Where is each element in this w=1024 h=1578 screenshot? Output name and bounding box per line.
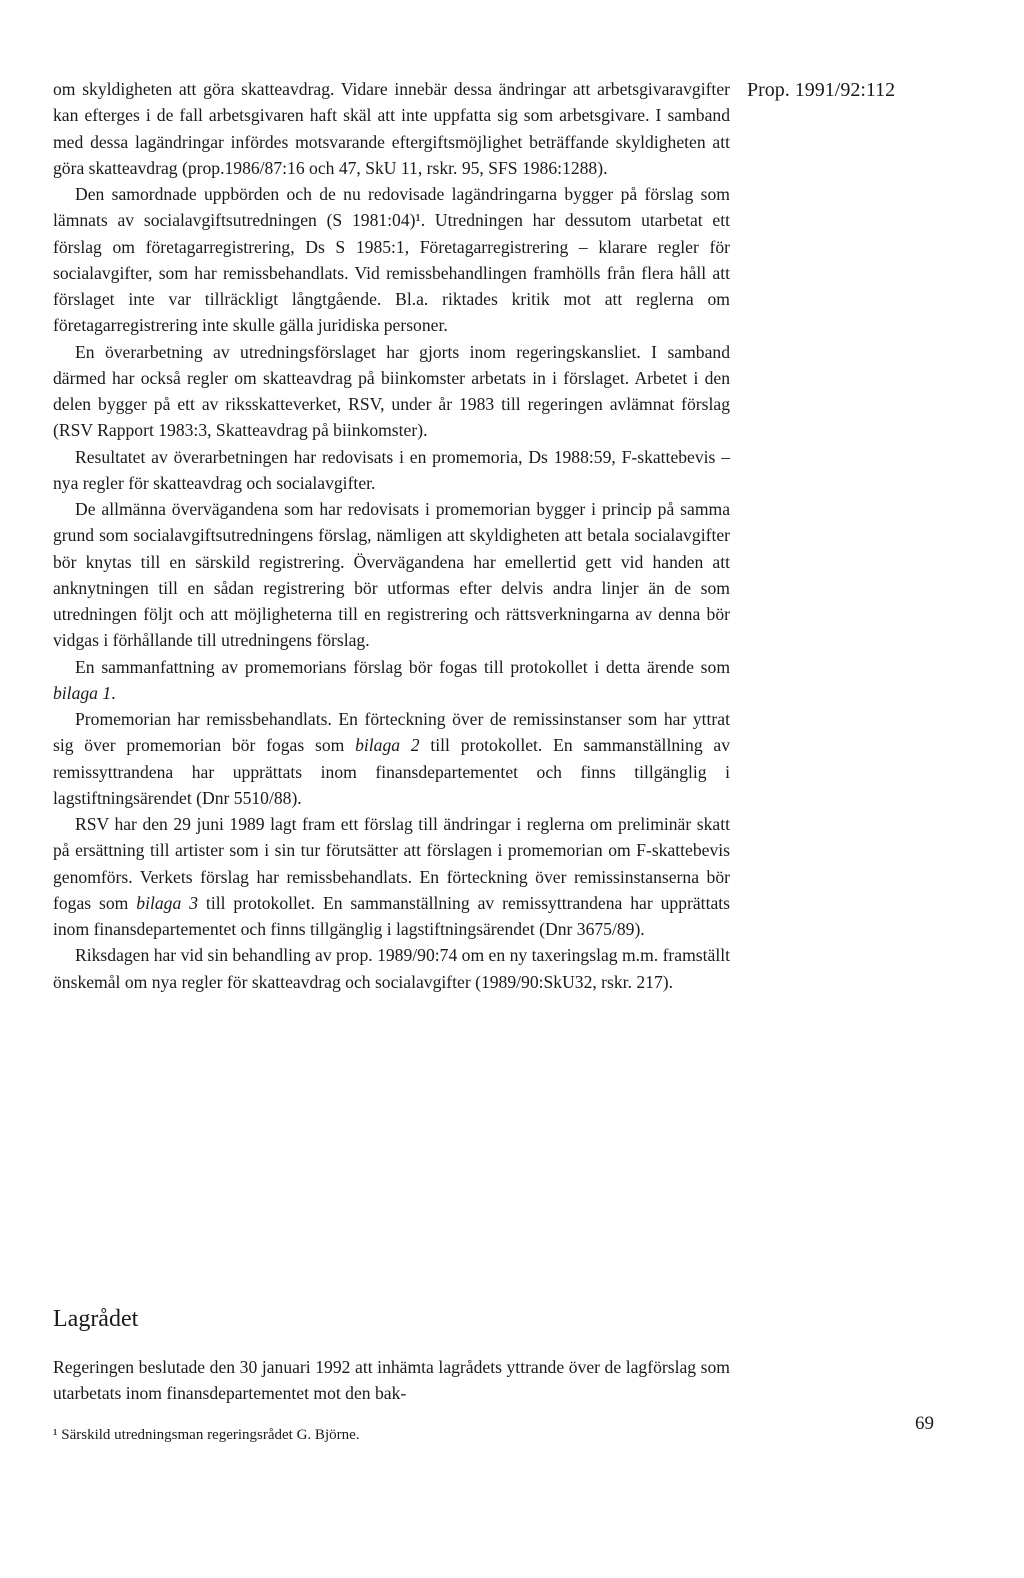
paragraph: Den samordnade uppbörden och de nu redovisade lagändringarna bygger på förslag som lämnats av socialavgiftsutredningen (S 1981:04)¹. Utredningen har dessutom utarbetat ett förslag om företagarregistrering, Ds S 1985:1, Företagarregistrering – klarare regler för socialavgifter, som har remissbehandlats. Vid remissbehandlingen framhölls från flera håll att förslaget inte var tillräckligt långtgående. Bl.a. riktades kritik mot att reglerna om företagarregistrering inte skulle gälla juridiska personer. <box>53 184 730 336</box>
paragraph: RSV har den 29 juni 1989 lagt fram ett förslag till ändringar i reglerna om preliminär skatt på ersättning till artister som i sin tur förutsätter att förslagen i promemorian om F-skattebevis genomförs. Verkets förslag har remissbehandlats. En förteckning över remissinstanserna bör fogas som bilaga 3 till protokollet. En sammanställning av remissyttrandena har upprättats inom finansdepartementet och finns tillgänglig i lagstiftningsärendet (Dnr 3675/89). <box>53 814 730 939</box>
section-body <box>53 1354 730 1407</box>
paragraph: De allmänna övervägandena som har redovisats i promemorian bygger i princip på samma grund som socialavgiftsutredningens förslag, nämligen att skyldigheten att betala socialavgifter bör knytas till en särskild registrering. Övervägandena har emellertid gett vid handen att anknytningen till en sådan registrering bör utformas efter delvis andra linjer än de som utredningen följt och att möjligheterna till en registrering och rättsverkningarna av denna bör vidgas i förhållande till utredningens förslag. <box>53 499 730 651</box>
paragraph: Regeringen beslutade den 30 januari 1992 att inhämta lagrådets yttrande över de lagförslag som utarbetats inom finansdepartementet mot den bak- <box>53 1357 730 1404</box>
page-number: 69 <box>915 1413 934 1434</box>
body-text <box>53 76 730 995</box>
paragraph: om skyldigheten att göra skatteavdrag. Vidare innebär dessa ändringar att arbetsgivaravgifter kan efterges i de fall arbetsgivaren haft skäl att inte uppfatta sig som arbetsgivare. I samband med dessa lagändringar infördes motsvarande eftergiftsmöjlighet beträffande skyldigheten att göra skatteavdrag (prop.1986/87:16 och 47, SkU 11, rskr. 95, SFS 1986:1288). <box>53 79 730 178</box>
section-heading: Lagrådet <box>53 1306 139 1332</box>
footnote: ¹ Särskild utredningsman regeringsrådet G. Björne. <box>53 1427 360 1443</box>
paragraph: Promemorian har remissbehandlats. En förteckning över de remissinstanser som har yttrat sig över promemorian bör fogas som bilaga 2 till protokollet. En sammanställning av remissyttrandena har upprättats inom finansdepartementet och finns tillgänglig i lagstiftningsärendet (Dnr 5510/88). <box>53 709 730 808</box>
paragraph: Resultatet av överarbetningen har redovisats i en promemoria, Ds 1988:59, F-skattebevis – nya regler för skatteavdrag och socialavgifter. <box>53 446 730 493</box>
paragraph: En sammanfattning av promemorians förslag bör fogas till protokollet i detta ärende som bilaga 1. <box>53 656 730 703</box>
paragraph: En överarbetning av utredningsförslaget har gjorts inom regeringskansliet. I samband därmed har också regler om skatteavdrag på biinkomster arbetats in i förslaget. Arbetet i den delen bygger på ett av riksskatteverket, RSV, under år 1983 till regeringen avlämnat förslag (RSV Rapport 1983:3, Skatteavdrag på biinkomster). <box>53 341 730 441</box>
proposition-reference: Prop. 1991/92:112 <box>747 79 896 101</box>
paragraph: Riksdagen har vid sin behandling av prop. 1989/90:74 om en ny taxeringslag m.m. framställt önskemål om nya regler för skatteavdrag och socialavgifter (1989/90:SkU32, rskr. 217). <box>53 945 730 992</box>
